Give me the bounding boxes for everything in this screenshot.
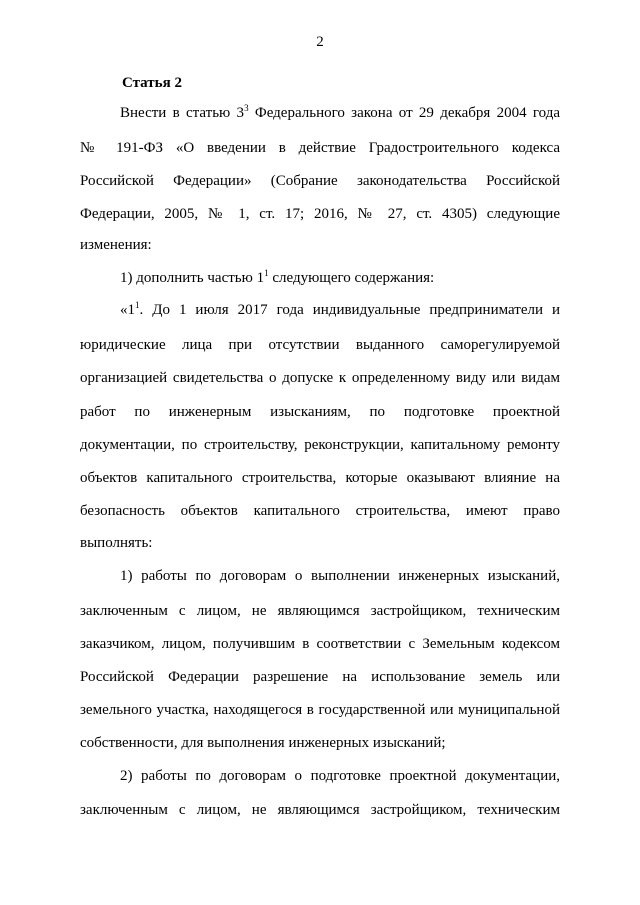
text-line: 1) работы по договорам о выполнении инженерных изысканий, — [120, 568, 560, 584]
text-line: Федерации, 2005, № 1, ст. 17; 2016, № 27, ст. 4305) следующие — [80, 206, 560, 222]
text-line: заключенным с лицом, не являющимся застройщиком, техническим — [80, 802, 560, 818]
text-line: Российской Федерации разрешение на использование земель или — [80, 669, 560, 685]
text-line: объектов капитального строительства, которые оказывают влияние на — [80, 470, 560, 486]
text-line: выполнять: — [80, 535, 153, 551]
text-line: заказчиком, лицом, получившим в соответствии с Земельным кодексом — [80, 636, 560, 652]
text-line: изменения: — [80, 237, 152, 253]
page-number: 2 — [316, 34, 324, 50]
text-line: земельного участка, находящегося в государственной или муниципальной — [80, 702, 560, 718]
text-line: Российской Федерации» (Собрание законодательства Российской — [80, 173, 560, 189]
text-line: «$1^1$. До 1 июля 2017 года индивидуальные предприниматели и — [120, 300, 560, 318]
text-line: 2) работы по договорам о подготовке проектной документации, — [120, 768, 560, 784]
text-line: организацией свидетельства о допуске к определенному виду или видам — [80, 370, 560, 386]
text-line: безопасность объектов капитального строительства, имеют право — [80, 503, 560, 519]
text-line: документации, по строительству, реконструкции, капитальному ремонту — [80, 437, 560, 453]
text-line: юридические лица при отсутствии выданного саморегулируемой — [80, 337, 560, 353]
article-title: Статья 2 — [122, 75, 182, 91]
text-line: работ по инженерным изысканиям, по подготовке проектной — [80, 404, 560, 420]
text-line: Внести в статью $3^3$ Федерального закона от 29 декабря 2004 года — [120, 103, 561, 121]
text-line: собственности, для выполнения инженерных изысканий; — [80, 735, 446, 751]
text-line: заключенным с лицом, не являющимся застройщиком, техническим — [80, 603, 560, 619]
text-line: № 191-ФЗ «О введении в действие Градостроительного кодекса — [80, 140, 560, 156]
text-line: 1) дополнить частью $1^1$ следующего содержания: — [120, 268, 435, 286]
